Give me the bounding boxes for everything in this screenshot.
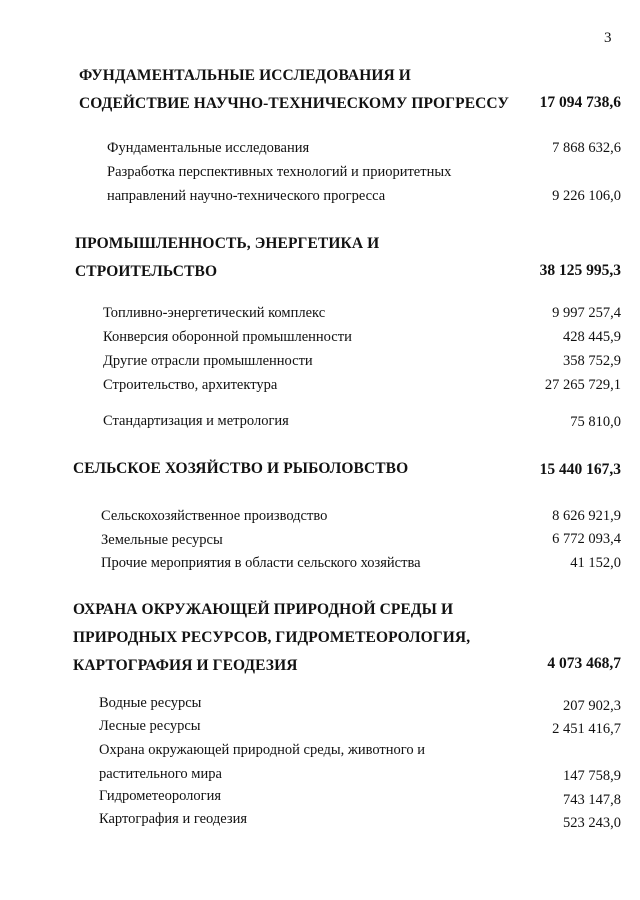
item-label bbox=[103, 373, 277, 397]
item-label-line: Водные ресурсы bbox=[99, 695, 202, 711]
item-label bbox=[103, 349, 313, 373]
section-title-line: СОДЕЙСТВИЕ НАУЧНО-ТЕХНИЧЕСКОМУ ПРОГРЕССУ bbox=[79, 95, 509, 112]
section-title-line: ПРОМЫШЛЕННОСТЬ, ЭНЕРГЕТИКА И bbox=[75, 235, 380, 252]
item-label-line: Строительство, архитектура bbox=[103, 377, 278, 393]
item-label bbox=[99, 784, 221, 808]
item-label-line: Сельскохозяйственное производство bbox=[101, 508, 328, 524]
item-label bbox=[107, 136, 309, 160]
section-title-line: ОХРАНА ОКРУЖАЮЩЕЙ ПРИРОДНОЙ СРЕДЫ И bbox=[73, 601, 454, 618]
item-value: 147 758,9 bbox=[563, 768, 621, 784]
item-label-line: Стандартизация и метрология bbox=[103, 413, 289, 429]
section-total: 4 073 468,7 bbox=[547, 655, 621, 672]
item-label-line: растительного мира bbox=[99, 766, 222, 782]
item-label bbox=[101, 528, 223, 552]
item-label bbox=[107, 160, 451, 208]
item-value: 27 265 729,1 bbox=[544, 377, 621, 393]
item-label-line: Картография и геодезия bbox=[99, 811, 248, 827]
item-label-line: Лесные ресурсы bbox=[99, 718, 201, 734]
page-number: 3 bbox=[604, 30, 612, 46]
item-label bbox=[99, 807, 247, 831]
section-title bbox=[79, 62, 509, 118]
section-total: 15 440 167,3 bbox=[539, 461, 621, 478]
item-label bbox=[99, 691, 201, 715]
item-label bbox=[103, 325, 352, 349]
item-label-line: Охрана окружающей природной среды, животного и bbox=[99, 742, 425, 758]
section-title-line: СЕЛЬСКОЕ ХОЗЯЙСТВО И РЫБОЛОВСТВО bbox=[73, 460, 409, 477]
item-label bbox=[99, 714, 201, 738]
item-label bbox=[101, 551, 421, 575]
section-title-line: КАРТОГРАФИЯ И ГЕОДЕЗИЯ bbox=[73, 657, 298, 674]
section-total: 38 125 995,3 bbox=[539, 262, 621, 279]
section-title bbox=[73, 596, 470, 680]
section-title-line: СТРОИТЕЛЬСТВО bbox=[75, 263, 218, 280]
item-label bbox=[101, 504, 327, 528]
section-total: 17 094 738,6 bbox=[539, 94, 621, 111]
item-value: 358 752,9 bbox=[563, 353, 621, 369]
item-label-line: Конверсия оборонной промышленности bbox=[103, 329, 352, 345]
item-value: 7 868 632,6 bbox=[552, 140, 621, 156]
item-label-line: Фундаментальные исследования bbox=[107, 140, 310, 156]
item-label-line: Разработка перспективных технологий и приоритетных bbox=[107, 164, 452, 180]
item-value: 428 445,9 bbox=[563, 329, 621, 345]
item-value: 2 451 416,7 bbox=[552, 721, 621, 737]
section-title-line: ПРИРОДНЫХ РЕСУРСОВ, ГИДРОМЕТЕОРОЛОГИЯ, bbox=[73, 629, 471, 646]
item-label-line: Земельные ресурсы bbox=[101, 532, 223, 548]
item-value: 8 626 921,9 bbox=[552, 508, 621, 524]
item-label bbox=[103, 301, 325, 325]
section-title bbox=[73, 455, 408, 483]
item-label-line: Гидрометеорология bbox=[99, 788, 221, 804]
item-label-line: Топливно-энергетический комплекс bbox=[103, 305, 326, 321]
item-value: 75 810,0 bbox=[570, 414, 621, 430]
item-label bbox=[99, 738, 425, 786]
item-value: 41 152,0 bbox=[570, 555, 621, 571]
item-value: 207 902,3 bbox=[563, 698, 621, 714]
item-value: 743 147,8 bbox=[563, 792, 621, 808]
section-title bbox=[75, 230, 379, 286]
item-value: 6 772 093,4 bbox=[552, 531, 621, 547]
item-label-line: Другие отрасли промышленности bbox=[103, 353, 313, 369]
section-title-line: ФУНДАМЕНТАЛЬНЫЕ ИССЛЕДОВАНИЯ И bbox=[79, 67, 411, 84]
item-label bbox=[103, 409, 289, 433]
item-label-line: Прочие мероприятия в области сельского хозяйства bbox=[101, 555, 421, 571]
item-value: 523 243,0 bbox=[563, 815, 621, 831]
item-value: 9 997 257,4 bbox=[552, 305, 621, 321]
item-value: 9 226 106,0 bbox=[552, 188, 621, 204]
item-label-line: направлений научно-технического прогресса bbox=[107, 188, 386, 204]
